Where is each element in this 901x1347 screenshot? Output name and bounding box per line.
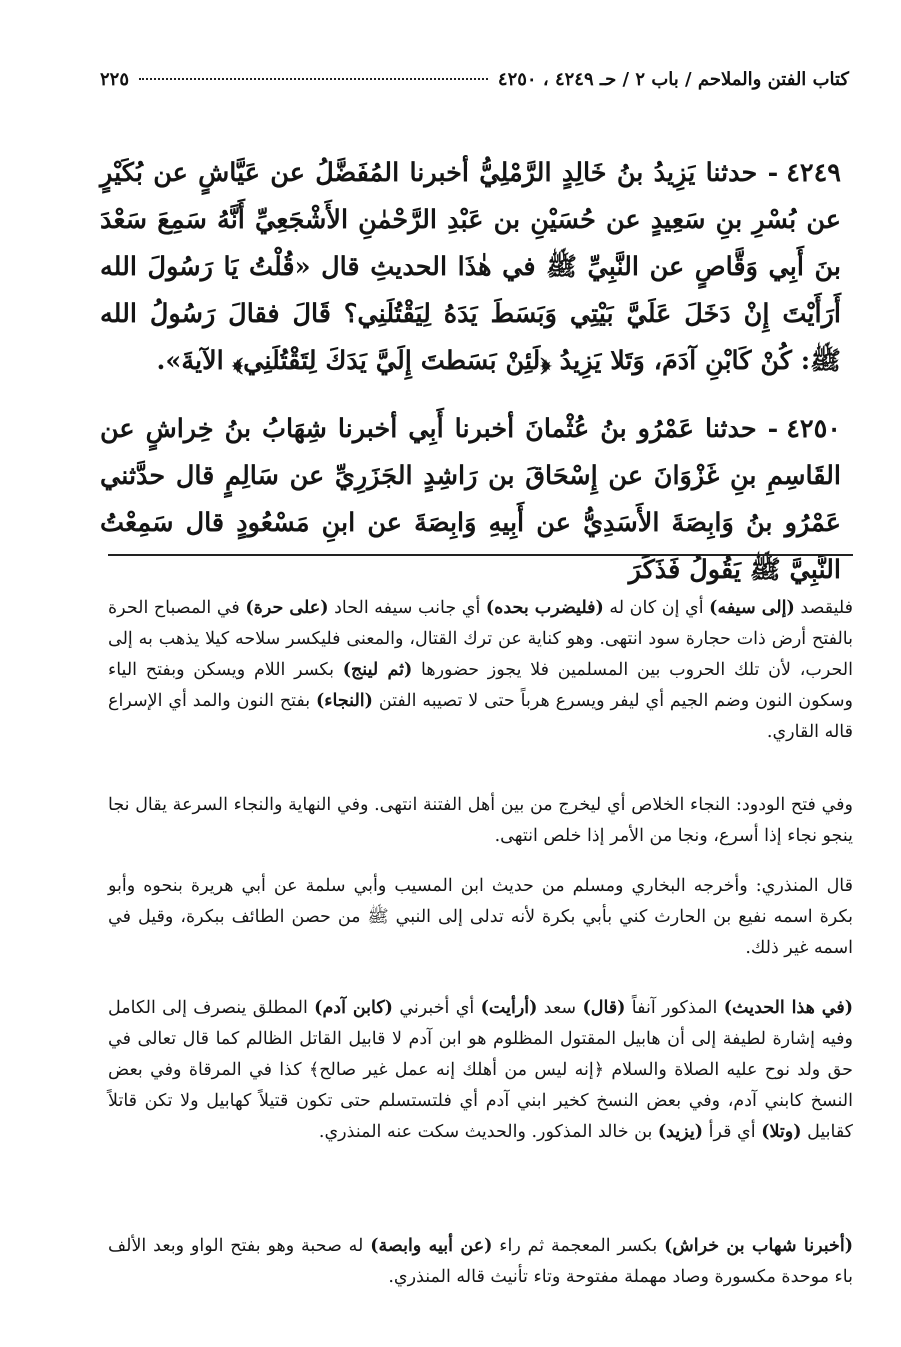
hadith-text: - حدثنا يَزِيدُ بنُ خَالِدٍ الرَّمْلِيُّ أخبرنا المُفَضَّلُ عن عَيَّاشٍ عن بُكَيْرٍ عن بُسْرِ بنِ سَعِيدٍ عن حُسَيْنِ بن عَبْدِ الرَّحْمٰنِ الأَشْجَعِيِّ أَنَّهُ سَمِعَ سَعْدَ بنَ أَبِي وَقَّاصٍ عن النَّبِيِّ ﷺ في هٰذَا الحديثِ قال «قُلْتُ يَا رَسُولَ الله أَرَأَيْتَ إِنْ دَخَلَ عَلَيَّ بَيْتِي وَبَسَطَ يَدَهُ لِيَقْتُلَنِي؟ قَالَ فقالَ رَسُولُ الله ﷺ: كُنْ كَابْنِ آدَمَ، وَتَلا يَزِيدُ ﴿لَئِنْ بَسَطتَ إِلَيَّ يَدَكَ لِتَقْتُلَنِي﴾ الآيةَ». bbox=[100, 157, 841, 376]
hadith-number: ٤٢٤٩ bbox=[786, 157, 841, 188]
commentary-text: بكسر اللام ويسكن وبفتح الياء وسكون النون وضم الجيم أي ليفر ويسرع هرباً حتى لا تصيبه الفتن bbox=[108, 659, 853, 711]
commentary-quote: (يزيد) bbox=[657, 1121, 704, 1142]
commentary-quote: (في هذا الحديث) bbox=[723, 997, 854, 1018]
hadith-4249 bbox=[100, 150, 841, 385]
dotted-leader bbox=[139, 78, 488, 80]
commentary-paragraph bbox=[108, 993, 853, 1148]
commentary-text: بن خالد المذكور. والحديث سكت عنه المنذري. bbox=[318, 1121, 658, 1142]
commentary-text: في المصباح الحرة بالفتح أرض ذات حجارة سود انتهى. وهو كناية عن ترك القتال، والمعنى فليكسر سلاحه كيلا يذهب به إلى الحرب، لأن تلك الحروب بين المسلمين فلا يجوز حضورها bbox=[108, 597, 853, 680]
commentary-text: بكسر المعجمة ثم راء bbox=[492, 1235, 665, 1256]
commentary-text: أي جانب سيفه الحاد bbox=[328, 597, 486, 618]
commentary-text: سعد bbox=[537, 997, 583, 1018]
commentary-text: المطلق ينصرف إلى الكامل وفيه إشارة لطيفة إلى أن هابيل المقتول المظلوم هو ابن آدم لا قابيل القاتل الظالم كما قال تعالى في حق ولد نوح عليه الصلاة والسلام ﴿إنه ليس من أهلك إنه عمل غير صالح﴾ كذا في المرقاة وفي بعض النسخ كابني آدم، وفي بعض النسخ كخير ابني آدم أي فلتستسلم حتى تكون قتيلاً كهابيل ولا تكن قاتلاً كقابيل bbox=[108, 997, 853, 1142]
commentary-paragraph bbox=[108, 1231, 853, 1293]
commentary-quote: (قال) bbox=[582, 997, 626, 1018]
commentary-paragraph bbox=[108, 790, 853, 852]
commentary-quote: (فليضرب بحده) bbox=[485, 597, 604, 618]
commentary-text: له صحبة وهو بفتح الواو وبعد الألف باء موحدة مكسورة وصاد مهملة مفتوحة وتاء تأنيث قاله المنذري. bbox=[108, 1235, 853, 1287]
commentary-quote: (عن أبيه وابصة) bbox=[370, 1235, 493, 1256]
commentary-text: المذكور آنفاً bbox=[625, 997, 724, 1018]
commentary-text: وفي فتح الودود: النجاء الخلاص أي ليخرج من بين أهل الفتنة انتهى. وفي النهاية والنجاء السرعة يقال نجا ينجو نجاء إذا أسرع، ونجا من الأمر إذا خلص انتهى. bbox=[108, 794, 853, 846]
hadith-number: ٤٢٥٠ bbox=[786, 413, 841, 444]
commentary-quote: (وتلا) bbox=[761, 1121, 802, 1142]
commentary-text: أي قرأ bbox=[703, 1121, 762, 1142]
hadith-4250 bbox=[100, 406, 841, 594]
commentary-quote: (أخبرنا شهاب بن خراش) bbox=[664, 1235, 853, 1256]
page-number: ٢٢٥ bbox=[100, 68, 130, 90]
commentary-text: فليقصد bbox=[794, 597, 854, 618]
running-header bbox=[100, 66, 849, 92]
commentary-paragraph bbox=[108, 593, 853, 748]
commentary-text: أي إن كان له bbox=[603, 597, 710, 618]
commentary-quote: (كابن آدم) bbox=[314, 997, 393, 1018]
commentary-paragraph bbox=[108, 871, 853, 964]
commentary-quote: (إلى سيفه) bbox=[709, 597, 795, 618]
hadith-text: - حدثنا عَمْرُو بنُ عُثْمانَ أخبرنا أَبِي أخبرنا شِهَابُ بنُ خِراشٍ عن القَاسِمِ بنِ غَزْوَانَ عن إِسْحَاقَ بن رَاشِدٍ الجَزَرِيِّ عن سَالِمٍ قال حدَّثني عَمْرُو بنُ وَابِصَةَ الأَسَدِيُّ عن أَبِيهِ وَابِصَةَ عن ابنِ مَسْعُودٍ قال سَمِعْتُ النَّبِيَّ ﷺ يَقُولُ فَذَكَرَ bbox=[100, 413, 841, 585]
commentary-quote: (ثم لينج) bbox=[342, 659, 413, 680]
commentary-text: بفتح النون والمد أي الإسراع قاله القاري. bbox=[108, 690, 853, 742]
commentary-text: قال المنذري: وأخرجه البخاري ومسلم من حديث ابن المسيب وأبي سلمة عن أبي هريرة بنحوه وأبو بكرة اسمه نفيع بن الحارث كني بأبي بكرة لأنه تدلى إلى النبي ﷺ من حصن الطائف ببكرة، وقيل في اسمه غير ذلك. bbox=[108, 875, 853, 958]
commentary-quote: (على حرة) bbox=[245, 597, 329, 618]
commentary-quote: (أرأيت) bbox=[480, 997, 538, 1018]
commentary-quote: (النجاء) bbox=[316, 690, 373, 711]
header-title: كتاب الفتن والملاحم / باب ٢ / حـ ٤٢٤٩ ، ٤٢٥٠ bbox=[497, 68, 849, 90]
footnote-divider bbox=[108, 554, 853, 556]
commentary-text: أي أخبرني bbox=[392, 997, 481, 1018]
